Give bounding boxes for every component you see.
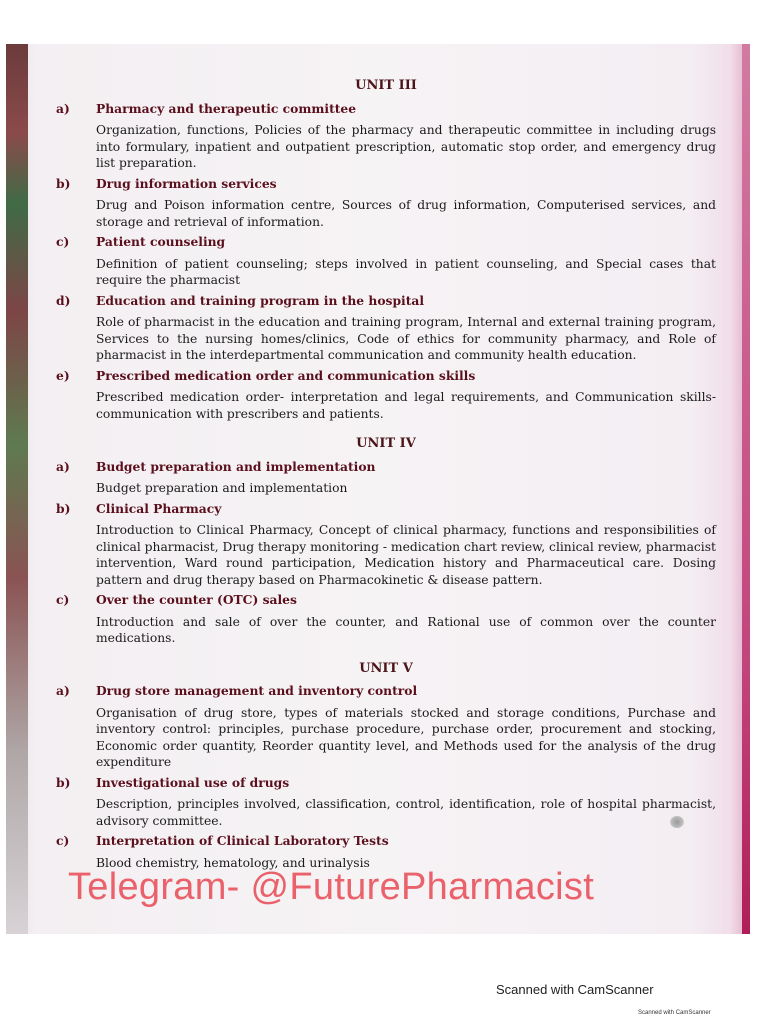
section-heading bbox=[56, 592, 716, 609]
syllabus-section bbox=[56, 775, 716, 830]
section-body: Prescribed medication order- interpretation and legal requirements, and Communication skills- communication with prescribers and patients. bbox=[96, 390, 716, 421]
section-letter: c) bbox=[56, 833, 70, 848]
section-heading-text: Budget preparation and implementation bbox=[96, 458, 376, 474]
section-letter: d) bbox=[56, 292, 71, 308]
syllabus-section bbox=[56, 293, 716, 364]
section-letter: a) bbox=[56, 458, 70, 474]
unit-block bbox=[56, 78, 716, 422]
section-heading-text: Education and training program in the hospital bbox=[96, 292, 425, 308]
unit-title: UNIT III bbox=[355, 78, 417, 93]
section-heading-text: Pharmacy and therapeutic committee bbox=[96, 100, 357, 116]
section-letter: a) bbox=[56, 100, 70, 116]
section-letter: b) bbox=[56, 500, 71, 516]
section-heading-text: Investigational use of drugs bbox=[96, 774, 290, 790]
section-body: Budget preparation and implementation bbox=[96, 481, 348, 495]
section-heading-text: Clinical Pharmacy bbox=[96, 500, 222, 516]
section-heading bbox=[56, 368, 716, 385]
unit-title: UNIT V bbox=[359, 660, 413, 676]
telegram-watermark: Telegram- @FuturePharmacist bbox=[68, 866, 595, 908]
unit-block bbox=[56, 436, 716, 647]
syllabus-section bbox=[56, 176, 716, 231]
section-letter: c) bbox=[56, 234, 70, 249]
section-body: Introduction to Clinical Pharmacy, Concept of clinical pharmacy, functions and responsibilities of clinical pharmacist, Drug therapy monitoring - medication chart review, clinical review, pharmacist intervention, Ward round participation, Medication history and Pharmaceutical care. Dosing pattern and drug therapy based on Pharmacokinetic & disease pattern. bbox=[96, 523, 716, 587]
section-body: Organisation of drug store, types of materials stocked and storage conditions, Purchase and inventory control: principles, purchase procedure, purchase order, procurement and stocking, Economic order quantity, Reorder quantity level, and Methods used for the analysis of the drug expenditure bbox=[96, 705, 716, 769]
section-letter: a) bbox=[56, 683, 70, 698]
section-heading-text: Drug store management and inventory control bbox=[96, 683, 418, 698]
section-letter: e) bbox=[56, 367, 70, 383]
section-body: Drug and Poison information centre, Sources of drug information, Computerised services, and storage and retrieval of information. bbox=[96, 198, 716, 229]
section-body: Introduction and sale of over the counter, and Rational use of common over the counter medications. bbox=[96, 614, 716, 645]
section-letter: b) bbox=[56, 175, 71, 191]
page-right-edge bbox=[742, 44, 750, 934]
scanned-page bbox=[6, 44, 750, 934]
section-letter: b) bbox=[56, 774, 71, 790]
section-letter: c) bbox=[56, 592, 70, 607]
syllabus-section bbox=[56, 592, 716, 647]
unit-title: UNIT IV bbox=[356, 436, 416, 451]
section-body: Definition of patient counseling; steps involved in patient counseling, and Special cases that require the pharmacist bbox=[96, 256, 716, 287]
camscanner-footer-small: Scanned with CamScanner bbox=[638, 1010, 711, 1016]
section-heading bbox=[56, 459, 716, 476]
section-heading bbox=[56, 833, 716, 850]
section-heading-text: Drug information services bbox=[96, 175, 277, 191]
syllabus-section bbox=[56, 368, 716, 423]
section-heading bbox=[56, 234, 716, 251]
section-heading-text: Interpretation of Clinical Laboratory Tests bbox=[96, 833, 389, 848]
syllabus-content bbox=[56, 78, 716, 875]
unit-block bbox=[56, 661, 716, 872]
section-heading bbox=[56, 176, 716, 193]
syllabus-section bbox=[56, 501, 716, 589]
syllabus-section bbox=[56, 459, 716, 497]
section-heading bbox=[56, 293, 716, 310]
syllabus-section bbox=[56, 101, 716, 172]
section-heading-text: Prescribed medication order and communication skills bbox=[96, 367, 476, 383]
camscanner-footer: Scanned with CamScanner bbox=[496, 982, 654, 997]
section-heading bbox=[56, 501, 716, 518]
page-left-edge bbox=[6, 44, 28, 934]
syllabus-section bbox=[56, 683, 716, 771]
section-body: Description, principles involved, classification, control, identification, role of hospital pharmacist, advisory committee. bbox=[96, 797, 716, 828]
page-right-shadow bbox=[730, 44, 742, 934]
section-heading bbox=[56, 101, 716, 118]
section-heading-text: Over the counter (OTC) sales bbox=[96, 592, 297, 607]
section-heading-text: Patient counseling bbox=[96, 234, 226, 249]
section-body: Role of pharmacist in the education and training program, Internal and external training program, Services to the nursing homes/clinics, Code of ethics for community pharmacy, and Role of pharmacist in the interdepartmental communication and community health education. bbox=[96, 315, 716, 362]
section-heading bbox=[56, 775, 716, 792]
section-body: Blood chemistry, hematology, and urinalysis bbox=[96, 855, 370, 870]
section-body: Organization, functions, Policies of the pharmacy and therapeutic committee in including drugs into formulary, inpatient and outpatient prescription, automatic stop order, and emergency drug list preparation. bbox=[96, 123, 716, 170]
section-heading bbox=[56, 683, 716, 700]
syllabus-section bbox=[56, 234, 716, 289]
